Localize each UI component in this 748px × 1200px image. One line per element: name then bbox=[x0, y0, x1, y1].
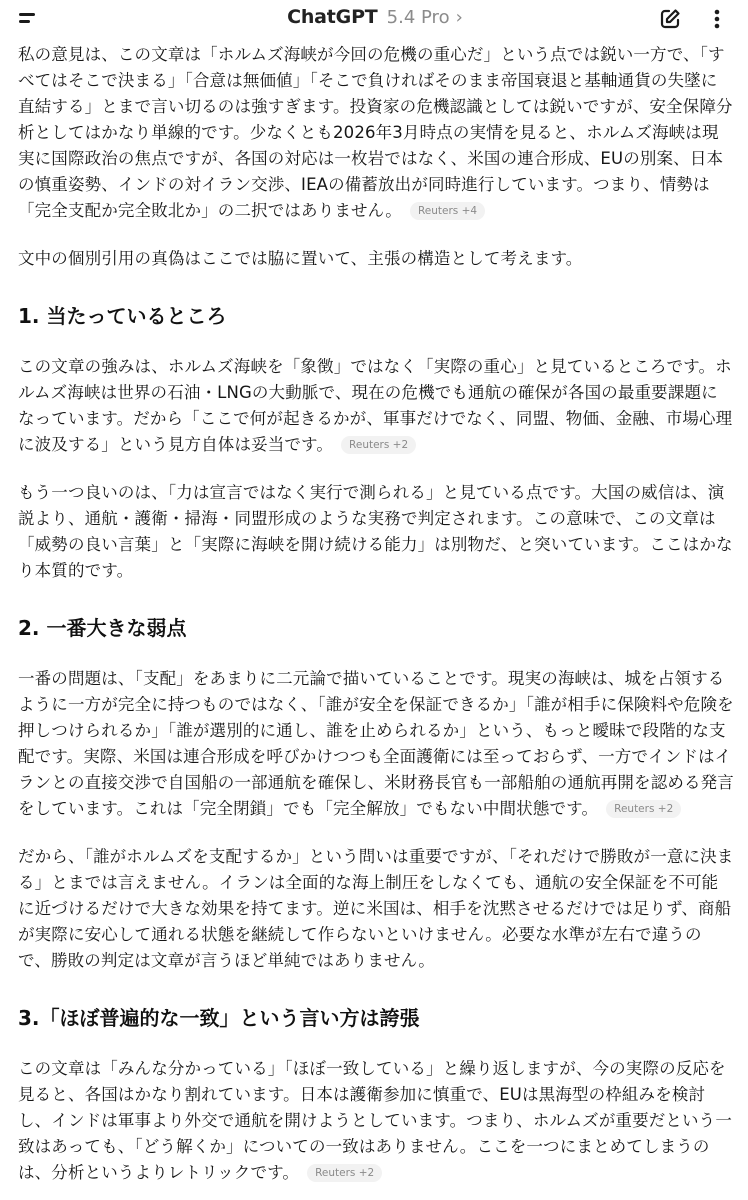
menu-icon bbox=[19, 13, 35, 16]
section1-paragraph-1 bbox=[18, 354, 734, 458]
intro-text: 私の意見は、この文章は「ホルムズ海峡が今回の危機の重心だ」という点では鋭い一方で、「すべてはそこで決まる」「合意は無価値」「そこで負ければそのまま帝国衰退と基軸通貨の失墜に直結する」とまで言い切るのは強すぎます。投資家の危機認識としては鋭いですが、安全保障分析としてはかなり単線的です。少なくとも2026年3月時点の実情を見ると、ホルムズ海峡は現実に国際政治の焦点ですが、各国の対応は一枚岩ではなく、米国の連合形成、EUの別案、日本の慎重姿勢、インドの対イラン交渉、IEAの備蓄放出が同時進行しています。つまり、情勢は「完全支配か完全敗北か」の二択ではありません。 bbox=[18, 45, 733, 220]
section2-p1-text: 一番の問題は、「支配」をあまりに二元論で描いていることです。現実の海峡は、城を占領するように一方が完全に持つものではなく、「誰が安全を保証できるか」「誰が相手に保険料や危険を押しつけられるか」「誰が選別的に通し、誰を止められるか」という、もっと曖昧で段階的な支配です。実際、米国は連合形成を呼びかけつつも全面護衛には至っておらず、一方でインドはイランとの直接交渉で自国船の一部通航を確保し、米財務長官も一部船舶の通航再開を認める発言をしています。これは「完全閉鎖」でも「完全解放」でもない中間状態です。 bbox=[18, 669, 734, 818]
menu-button[interactable] bbox=[14, 8, 42, 30]
note-paragraph: 文中の個別引用の真偽はここでは脇に置いて、主張の構造として考えます。 bbox=[18, 249, 583, 268]
menu-icon-line bbox=[19, 20, 30, 23]
assistant-message bbox=[18, 42, 734, 1192]
more-options-button[interactable] bbox=[704, 6, 730, 32]
new-chat-button[interactable] bbox=[657, 6, 683, 32]
app-title: ChatGPT bbox=[287, 6, 378, 28]
more-icon bbox=[704, 6, 730, 32]
section3-p1-text: この文章は「みんな分かっている」「ほぼ一致している」と繰り返しますが、今の実際の反応を見ると、各国はかなり割れています。日本は護衛参加に慎重で、EUは黒海型の枠組みを検討し、インドは軍事より外交で通航を開けようとしています。つまり、ホルムズが重要だという一致はあっても、「どう解くか」についての一致はありません。ここを一つにまとめてしまうのは、分析というよりレトリックです。 bbox=[18, 1059, 732, 1182]
chevron-right-icon: › bbox=[455, 7, 463, 28]
top-bar bbox=[0, 0, 748, 38]
intro-paragraph bbox=[18, 42, 734, 224]
compose-icon bbox=[657, 6, 683, 32]
model-name: 5.4 Pro bbox=[386, 7, 450, 28]
section3-paragraph-1 bbox=[18, 1056, 734, 1186]
section2-paragraph-2: だから、「誰がホルムズを支配するか」という問いは重要ですが、「それだけで勝敗が一意に決まる」とまでは言えません。イランは全面的な海上制圧をしなくても、通航の安全保証を不可能に近づけるだけで大きな効果を持てます。逆に米国は、相手を沈黙させるだけでは足りず、商船が実際に安心して通れる状態を継続して作らないといけません。必要な水準が左右で違うので、勝敗の判定は文章が言うほど単純ではありません。 bbox=[18, 847, 734, 970]
section1-paragraph-2: もう一つ良いのは、「力は宣言ではなく実行で測られる」と見ている点です。大国の威信は、演説より、通航・護衛・掃海・同盟形成のような実務で判定されます。この意味で、この文章は「威勢の良い言葉」と「実際に海峡を開け続ける能力」は別物だ、と突いています。ここはかなり本質的です。 bbox=[18, 483, 733, 580]
citation-badge[interactable]: Reuters +2 bbox=[307, 1164, 382, 1182]
model-selector[interactable] bbox=[275, 6, 475, 32]
citation-badge[interactable]: Reuters +4 bbox=[410, 202, 485, 220]
citation-badge[interactable]: Reuters +2 bbox=[341, 436, 416, 454]
section-heading-3: 3.「ほぼ普遍的な一致」という言い方は誇張 bbox=[18, 1006, 420, 1030]
citation-badge[interactable]: Reuters +2 bbox=[606, 800, 681, 818]
section1-p1-text: この文章の強みは、ホルムズ海峡を「象徴」ではなく「実際の重心」と見ているところです。ホルムズ海峡は世界の石油・LNGの大動脈で、現在の危機でも通航の確保が各国の最重要課題になっています。だから「ここで何が起きるかが、軍事だけでなく、同盟、物価、金融、市場心理に波及する」という見方自体は妥当です。 bbox=[18, 357, 733, 454]
section-heading-2: 2. 一番大きな弱点 bbox=[18, 616, 187, 640]
section2-paragraph-1 bbox=[18, 666, 734, 822]
section-heading-1: 1. 当たっているところ bbox=[18, 304, 227, 328]
